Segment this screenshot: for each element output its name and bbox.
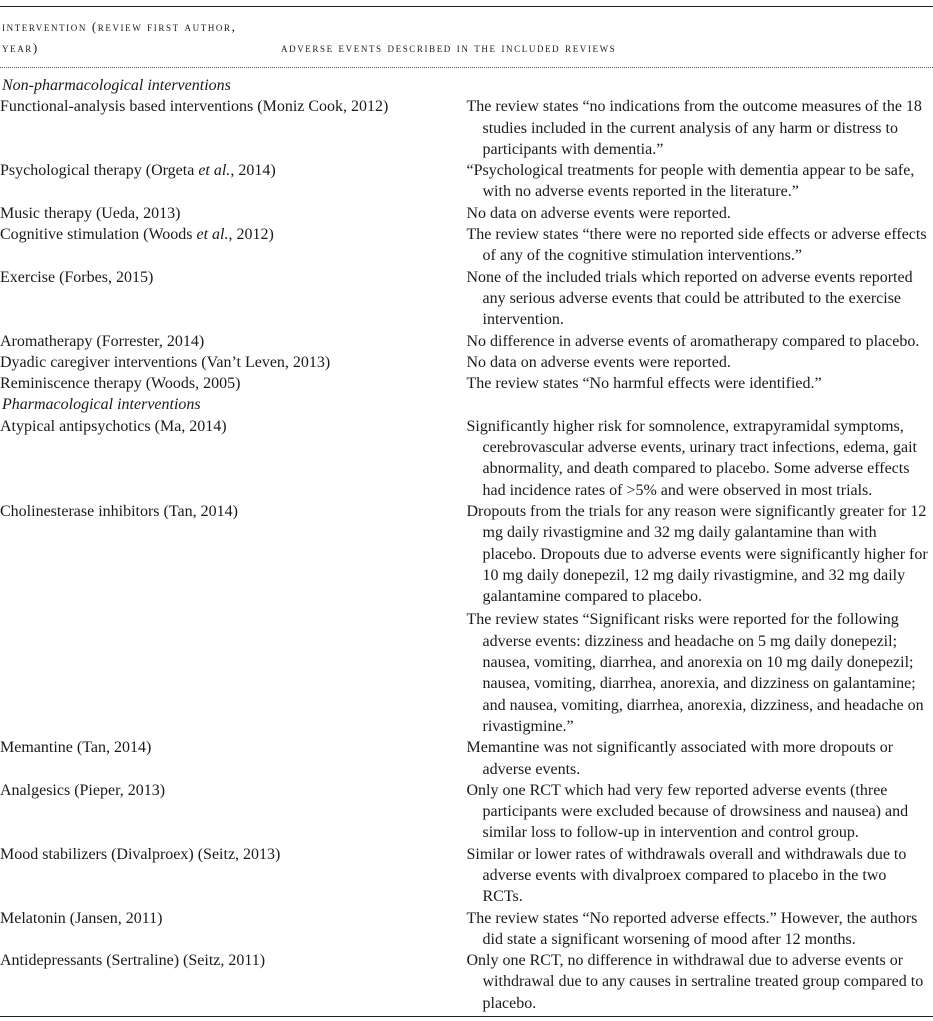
events-cell: No data on adverse events were reported. — [466, 353, 731, 371]
events-cell-continued: The review states “Significant risks were reported for the following adverse events: dizziness and headache on 5 mg daily donepezil; nausea, vomiting, diarrhea, and anorexia on 10 mg daily donepezil; nausea, vomiting, diarrhea, anorexia, and dizziness on galantamine; and nausea, vomiting, diarrhea, anorexia, dizziness, and headache on rivastigmine.” — [466, 611, 924, 735]
events-cell: The review states “No reported adverse effects.” However, the authors did state a significant worsening of mood after 12 months. — [466, 909, 918, 948]
events-cell: Similar or lower rates of withdrawals overall and withdrawals due to adverse events with divalproex compared to placebo in the two RCTs. — [466, 845, 907, 906]
intervention-cell: Reminiscence therapy (Woods, 2005) — [0, 375, 241, 393]
top-rule — [0, 6, 933, 7]
events-cell: The review states “No harmful effects were identified.” — [466, 375, 822, 393]
section-heading-pharmacological: Pharmacological interventions — [2, 396, 201, 414]
intervention-cell: Antidepressants (Sertraline) (Seitz, 2011) — [0, 952, 266, 970]
intervention-year: , 2012) — [228, 226, 274, 244]
table-row — [0, 737, 933, 780]
events-cell: Significantly higher risk for somnolence, extrapyramidal symptoms, cerebrovascular adverse events, urinary tract infections, edema, gait abnormality, and death compared to placebo. Some adverse effects had incidence rates of >5% and were observed in most trials. — [466, 417, 917, 499]
table-row — [0, 908, 933, 951]
intervention-et-al: et al. — [198, 162, 231, 180]
events-cell: Only one RCT, no difference in withdrawal due to adverse events or withdrawal due to any causes in sertraline treated group compared to placebo. — [466, 952, 924, 1012]
table-row — [0, 224, 933, 267]
section-row — [0, 394, 933, 415]
adverse-events-table — [0, 75, 933, 1014]
intervention-cell — [0, 224, 467, 245]
intervention-et-al: et al. — [196, 226, 229, 244]
intervention-cell: Atypical antipsychotics (Ma, 2014) — [0, 417, 227, 435]
table-row — [0, 501, 933, 737]
bottom-rule — [0, 1016, 933, 1017]
intervention-text: Cognitive stimulation (Woods — [0, 226, 197, 244]
intervention-cell: Mood stabilizers (Divalproex) (Seitz, 2013) — [0, 845, 281, 863]
table-row — [0, 416, 933, 501]
intervention-cell — [0, 160, 467, 181]
column-header-adverse-events: adverse events described in the included reviews — [281, 40, 617, 55]
table-row — [0, 203, 933, 224]
intervention-year: , 2014) — [230, 162, 276, 180]
events-cell: Dropouts from the trials for any reason were significantly greater for 12 mg daily rivastigmine and 32 mg daily galantamine than with placebo. Dropouts due to adverse events were significantly higher for 10 mg daily donepezil, 12 mg daily rivastigmine, and 32 mg daily galantamine compared to placebo. — [466, 502, 928, 606]
intervention-cell: Analgesics (Pieper, 2013) — [0, 781, 166, 799]
section-row — [0, 75, 933, 96]
header-divider — [0, 67, 933, 68]
intervention-cell: Functional-analysis based interventions (Moniz Cook, 2012) — [0, 98, 389, 116]
events-cell: No data on adverse events were reported. — [466, 204, 731, 222]
table-row — [0, 160, 933, 203]
table-row — [0, 780, 933, 844]
table-row — [0, 352, 933, 373]
table-row — [0, 96, 933, 160]
intervention-cell: Melatonin (Jansen, 2011) — [0, 909, 163, 927]
events-cell: Memantine was not significantly associated with more dropouts or adverse events. — [466, 739, 894, 778]
events-cell: The review states “no indications from the outcome measures of the 18 studies included in the current analysis of any harm or distress to participants with dementia.” — [466, 98, 922, 158]
intervention-cell: Aromatherapy (Forrester, 2014) — [0, 332, 205, 350]
intervention-cell: Dyadic caregiver interventions (Van’t Leven, 2013) — [0, 353, 331, 371]
column-header-intervention: intervention (review first author, year) — [2, 19, 237, 55]
events-cell: None of the included trials which reported on adverse events reported any serious adverse events that could be attributed to the exercise intervention. — [466, 268, 913, 329]
intervention-cell: Exercise (Forbes, 2015) — [0, 268, 154, 286]
events-cell: Only one RCT which had very few reported adverse events (three participants were excluded because of drowsiness and nausea) and similar loss to follow-up in intervention and control group. — [466, 781, 909, 842]
table-row — [0, 844, 933, 908]
intervention-text: Psychological therapy (Orgeta — [0, 162, 199, 180]
table-row — [0, 950, 933, 1014]
events-cell: The review states “there were no reported side effects or adverse effects of any of the cognitive stimulation interventions.” — [466, 226, 927, 265]
intervention-cell: Music therapy (Ueda, 2013) — [0, 204, 181, 222]
section-heading-non-pharmacological: Non-pharmacological interventions — [2, 77, 231, 94]
table-row — [0, 331, 933, 352]
table-row — [0, 373, 933, 394]
events-cell: No difference in adverse events of aromatherapy compared to placebo. — [466, 332, 920, 350]
intervention-cell: Memantine (Tan, 2014) — [0, 739, 152, 757]
events-cell: “Psychological treatments for people with dementia appear to be safe, with no adverse events reported in the literature.” — [466, 162, 915, 201]
intervention-cell: Cholinesterase inhibitors (Tan, 2014) — [0, 502, 238, 520]
table-row — [0, 267, 933, 331]
